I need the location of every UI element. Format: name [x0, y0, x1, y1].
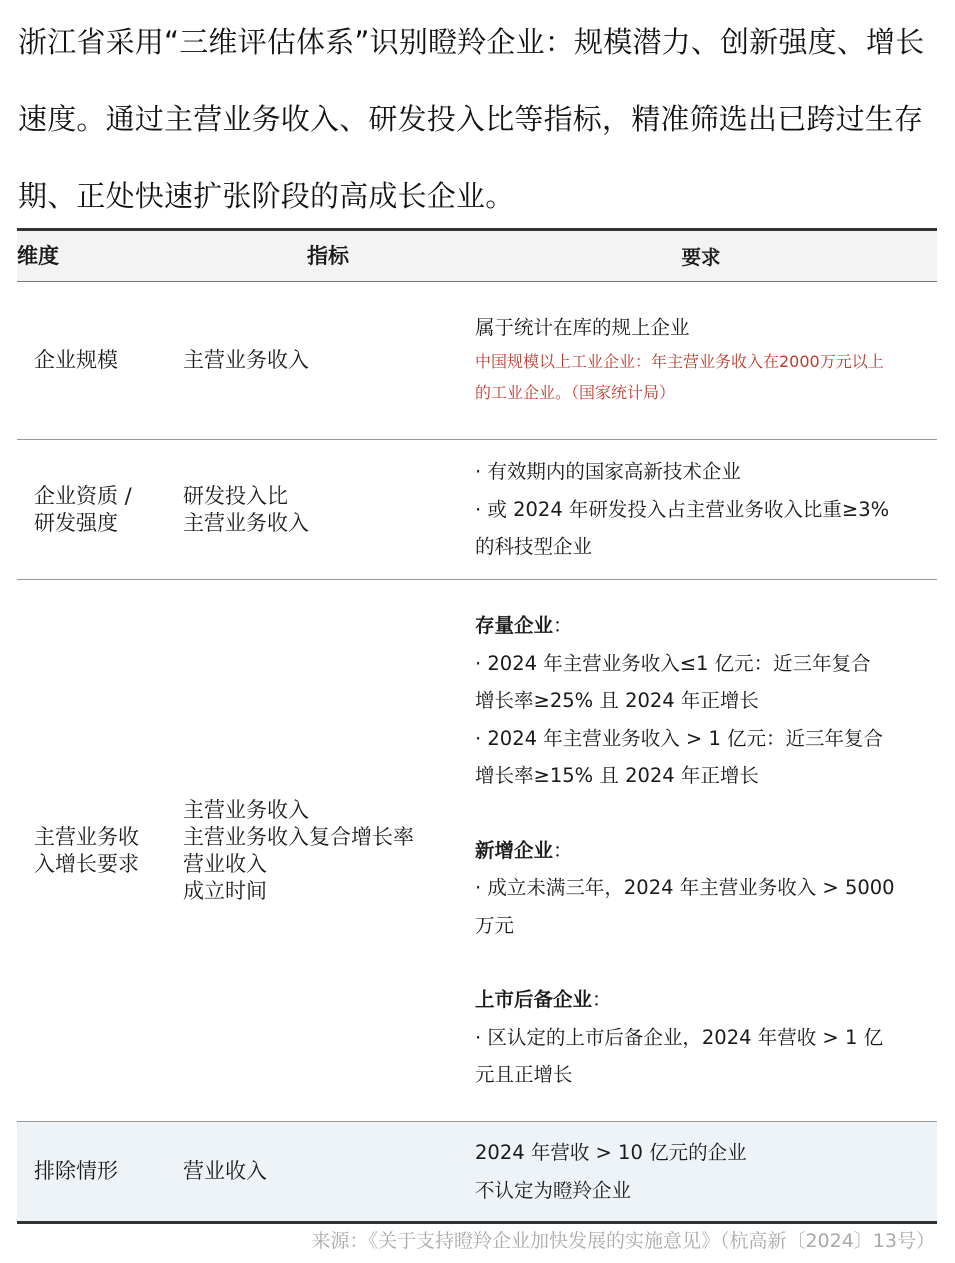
requirement-text: 属于统计在库的规上企业 — [475, 316, 690, 339]
requirement-cell — [473, 1122, 937, 1221]
requirement-cell — [473, 580, 937, 1121]
statistics-note — [475, 346, 927, 408]
indicator-text: 研发投入比 — [183, 483, 288, 508]
dimension-cell — [17, 440, 183, 579]
criteria-table — [17, 228, 937, 1224]
group-ipo-reserve: 上市后备企业： · 区认定的上市后备企业，2024 年营收 > 1 亿 元且正增长 — [475, 981, 927, 1094]
table-row-qualification — [17, 440, 937, 580]
intro-paragraph: 浙江省采用“三维评估体系”识别瞪羚企业：规模潜力、创新强度、增长速度。通过主营业务收入、研发投入比等指标，精准筛选出已跨过生存期、正处快速扩张阶段的高成长企业。 — [18, 25, 925, 213]
dimension-cell — [17, 1122, 183, 1221]
table-row-growth — [17, 580, 937, 1122]
requirement-text: 增长率≥25% 且 2024 年正增长 — [475, 689, 759, 713]
indicator-cell — [183, 1122, 473, 1221]
requirement-cell — [473, 282, 937, 439]
requirement-text: 元且正增长 — [475, 1063, 573, 1087]
indicator-text: 营业收入 — [183, 851, 267, 876]
dimension-text: 主营业务收 — [34, 824, 139, 849]
table-row-exclusion — [17, 1122, 937, 1221]
dimension-text: 企业规模 — [34, 348, 118, 372]
header-indicator: 指标 — [307, 243, 349, 268]
requirement-text: · 成立未满三年，2024 年主营业务收入 > 5000 — [475, 876, 895, 900]
requirement-text: 不认定为瞪羚企业 — [475, 1178, 632, 1202]
table-header-row — [17, 231, 937, 282]
note-line: 的工业企业。（国家统计局） — [475, 383, 676, 402]
indicator-text: 主营业务收入 — [183, 510, 309, 535]
indicator-text: 主营业务收入复合增长率 — [183, 824, 414, 849]
requirement-text: 2024 年营收 > 10 亿元的企业 — [475, 1141, 747, 1164]
requirement-text: 万元 — [475, 913, 515, 937]
requirement-cell — [473, 440, 937, 579]
dimension-text: 企业资质 / — [34, 483, 132, 508]
requirement-text: · 2024 年主营业务收入 > 1 亿元：近三年复合 — [475, 726, 884, 750]
group-existing: 存量企业： · 2024 年主营业务收入≤1 亿元：近三年复合 增长率≥25% 且 2024 年正增长 · 2024 年主营业务收入 > 1 亿元：近三年复合 增长率≥15% 且 2024 年正增长 — [475, 607, 927, 795]
dimension-text: 排除情形 — [34, 1159, 118, 1183]
requirement-text: · 区认定的上市后备企业，2024 年营收 > 1 亿 — [475, 1025, 884, 1049]
table-row-scale — [17, 282, 937, 440]
header-dimension: 维度 — [17, 243, 59, 268]
requirement-text: · 有效期内的国家高新技术企业 — [475, 460, 741, 484]
note-line: 中国规模以上工业企业：年主营业务收入在2000万元以上 — [475, 352, 884, 371]
indicator-text: 营业收入 — [183, 1159, 267, 1183]
indicator-text: 主营业务收入 — [183, 797, 309, 822]
group-title: 新增企业 — [475, 838, 554, 862]
indicator-cell — [183, 282, 473, 439]
dimension-cell — [17, 282, 183, 439]
group-new: 新增企业： · 成立未满三年，2024 年主营业务收入 > 5000 万元 — [475, 832, 927, 945]
requirement-text: · 2024 年主营业务收入≤1 亿元：近三年复合 — [475, 651, 871, 675]
dimension-text: 入增长要求 — [34, 851, 139, 876]
requirement-text: 的科技型企业 — [475, 535, 593, 559]
indicator-text: 主营业务收入 — [183, 348, 309, 372]
dimension-cell — [17, 580, 183, 1121]
indicator-text: 成立时间 — [183, 878, 267, 903]
group-title: 存量企业 — [475, 614, 554, 638]
dimension-text: 研发强度 — [34, 510, 118, 535]
indicator-cell — [183, 440, 473, 579]
indicator-cell — [183, 580, 473, 1121]
requirement-text: · 或 2024 年研发投入占主营业务收入比重≥3% — [475, 497, 890, 521]
requirement-text: 增长率≥15% 且 2024 年正增长 — [475, 764, 759, 788]
header-requirement: 要求 — [681, 246, 721, 269]
group-title: 上市后备企业 — [475, 988, 593, 1012]
source-citation: 来源：《关于支持瞪羚企业加快发展的实施意见》（杭高新〔2024〕13号） — [311, 1230, 935, 1252]
